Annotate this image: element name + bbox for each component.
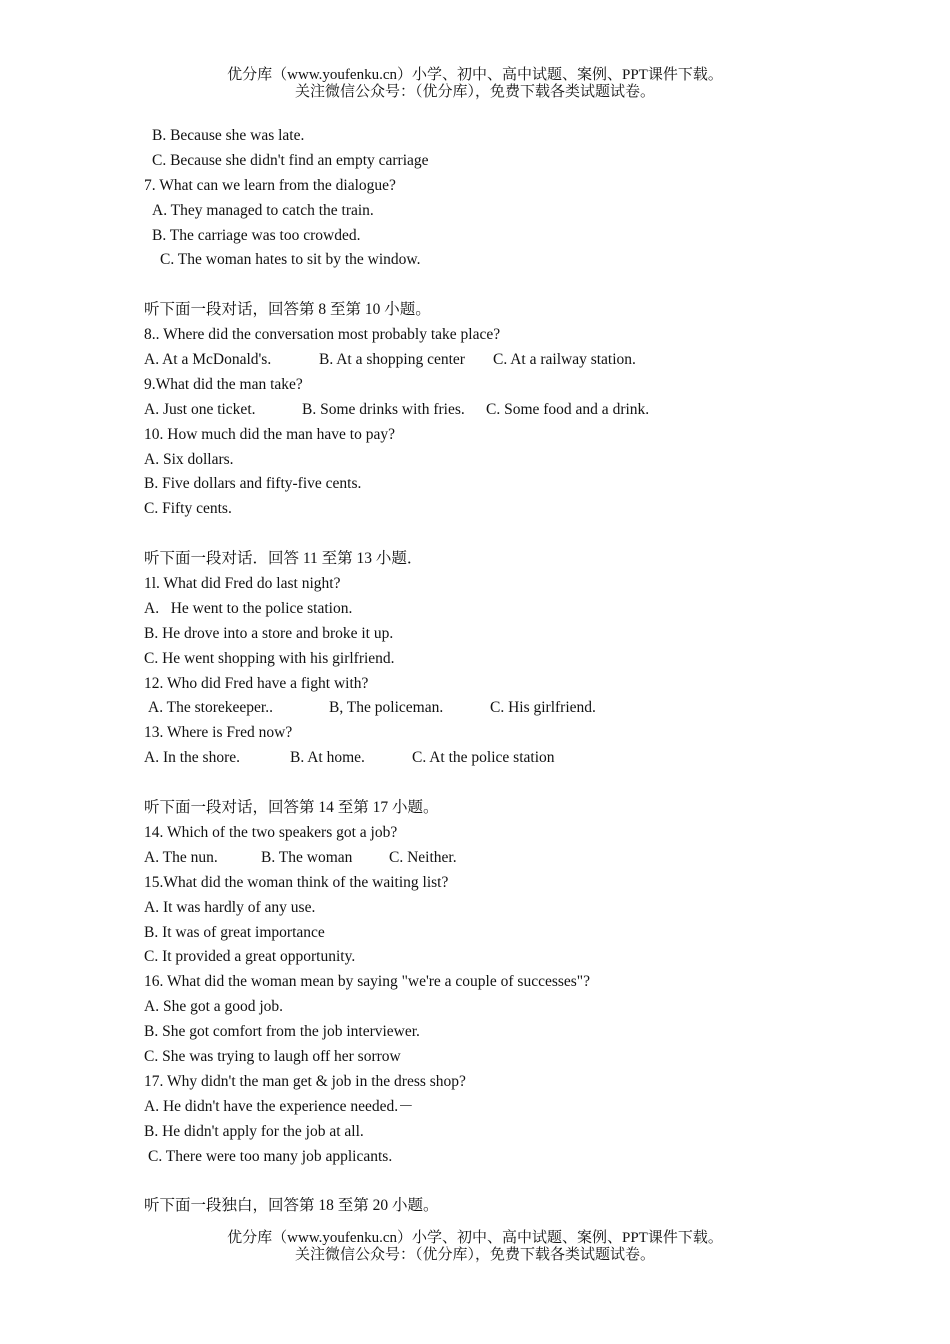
q13-option-b: B. At home. bbox=[290, 749, 365, 767]
q15-option-b: B. It was of great importance bbox=[144, 923, 325, 941]
q14-option-a: A. The nun. bbox=[144, 848, 218, 866]
q10-question: 10. How much did the man have to pay? bbox=[144, 425, 395, 443]
q9-option-b: B. Some drinks with fries. bbox=[302, 400, 465, 418]
q11-option-b: B. He drove into a store and broke it up. bbox=[144, 624, 394, 642]
q9-option-a: A. Just one ticket. bbox=[144, 400, 256, 418]
q12-option-b: B, The policeman. bbox=[329, 699, 444, 717]
q12-options bbox=[144, 696, 844, 721]
q9-options bbox=[144, 398, 844, 423]
q9-question: 9.What did the man take? bbox=[144, 375, 303, 393]
q13-option-a: A. In the shore. bbox=[144, 749, 240, 767]
q12-option-a: A. The storekeeper.. bbox=[148, 699, 273, 717]
page-footer bbox=[0, 1230, 950, 1264]
q15-question: 15.What did the woman think of the waiting list? bbox=[144, 873, 449, 891]
q6-option-b: B. Because she was late. bbox=[152, 127, 305, 144]
q8-option-c: C. At a railway station. bbox=[493, 351, 636, 369]
q9-option-c: C. Some food and a drink. bbox=[486, 400, 650, 418]
section-heading-8-10: 听下面一段对话，回答第 8 至第 10 小题。 bbox=[144, 301, 431, 319]
spacer bbox=[144, 273, 844, 298]
spacer bbox=[144, 771, 844, 796]
q6-option-c: C. Because she didn't find an empty carriage bbox=[152, 151, 429, 169]
spacer bbox=[144, 1169, 844, 1194]
q16-option-c: C. She was trying to laugh off her sorrow bbox=[144, 1047, 401, 1065]
q16-option-b: B. She got comfort from the job interviewer. bbox=[144, 1023, 420, 1041]
q14-options bbox=[144, 846, 844, 871]
q11-option-a: A. He went to the police station. bbox=[144, 599, 353, 617]
q15-option-c: C. It provided a great opportunity. bbox=[144, 948, 356, 966]
header-line-1: 优分库（www.youfenku.cn）小学、初中、高中试题、案例、PPT课件下载。 bbox=[227, 67, 723, 83]
q8-options bbox=[144, 348, 844, 373]
q17-option-a: A. He didn't have the experience needed.－ bbox=[144, 1097, 414, 1115]
q13-option-c: C. At the police station bbox=[412, 749, 555, 767]
q14-option-b: B. The woman bbox=[261, 848, 353, 866]
q7-option-b: B. The carriage was too crowded. bbox=[152, 226, 361, 244]
q7-option-c: C. The woman hates to sit by the window. bbox=[160, 251, 421, 269]
q13-options bbox=[144, 746, 844, 771]
q7-option-a: A. They managed to catch the train. bbox=[152, 201, 374, 219]
header-line-2: 关注微信公众号：（优分库），免费下载各类试题试卷。 bbox=[294, 84, 655, 100]
q17-question: 17. Why didn't the man get & job in the dress shop? bbox=[144, 1072, 466, 1090]
q17-option-b: B. He didn't apply for the job at all. bbox=[144, 1122, 364, 1140]
q10-option-b: B. Five dollars and fifty-five cents. bbox=[144, 475, 362, 493]
section-heading-11-13: 听下面一段对话．回答 11 至第 13 小题． bbox=[144, 550, 423, 568]
section-heading-14-17: 听下面一段对话，回答第 14 至第 17 小题。 bbox=[144, 799, 439, 817]
q16-question: 16. What did the woman mean by saying "we're a couple of successes"? bbox=[144, 973, 591, 991]
q7-question: 7. What can we learn from the dialogue? bbox=[144, 176, 396, 194]
q17-option-c: C. There were too many job applicants. bbox=[148, 1147, 393, 1165]
document-body bbox=[144, 124, 844, 1219]
q16-option-a: A. She got a good job. bbox=[144, 998, 284, 1016]
q12-question: 12. Who did Fred have a fight with? bbox=[144, 674, 369, 692]
q14-option-c: C. Neither. bbox=[389, 848, 457, 866]
q11-question: 1l. What did Fred do last night? bbox=[144, 575, 341, 593]
q15-option-a: A. It was hardly of any use. bbox=[144, 898, 316, 916]
q13-question: 13. Where is Fred now? bbox=[144, 724, 293, 742]
q14-question: 14. Which of the two speakers got a job? bbox=[144, 823, 398, 841]
q10-option-c: C. Fifty cents. bbox=[144, 500, 232, 518]
q11-option-c: C. He went shopping with his girlfriend. bbox=[144, 649, 395, 667]
footer-line-2: 关注微信公众号：（优分库），免费下载各类试题试卷。 bbox=[294, 1247, 655, 1263]
q8-question: 8.. Where did the conversation most probably take place? bbox=[144, 326, 501, 344]
spacer bbox=[144, 522, 844, 547]
q10-option-a: A. Six dollars. bbox=[144, 450, 234, 468]
section-heading-18-20: 听下面一段独白，回答第 18 至第 20 小题。 bbox=[144, 1197, 439, 1215]
page-header bbox=[0, 67, 950, 101]
q12-option-c: C. His girlfriend. bbox=[490, 699, 596, 717]
q8-option-b: B. At a shopping center bbox=[319, 351, 465, 369]
footer-line-1: 优分库（www.youfenku.cn）小学、初中、高中试题、案例、PPT课件下载。 bbox=[227, 1230, 723, 1246]
q8-option-a: A. At a McDonald's. bbox=[144, 351, 272, 369]
